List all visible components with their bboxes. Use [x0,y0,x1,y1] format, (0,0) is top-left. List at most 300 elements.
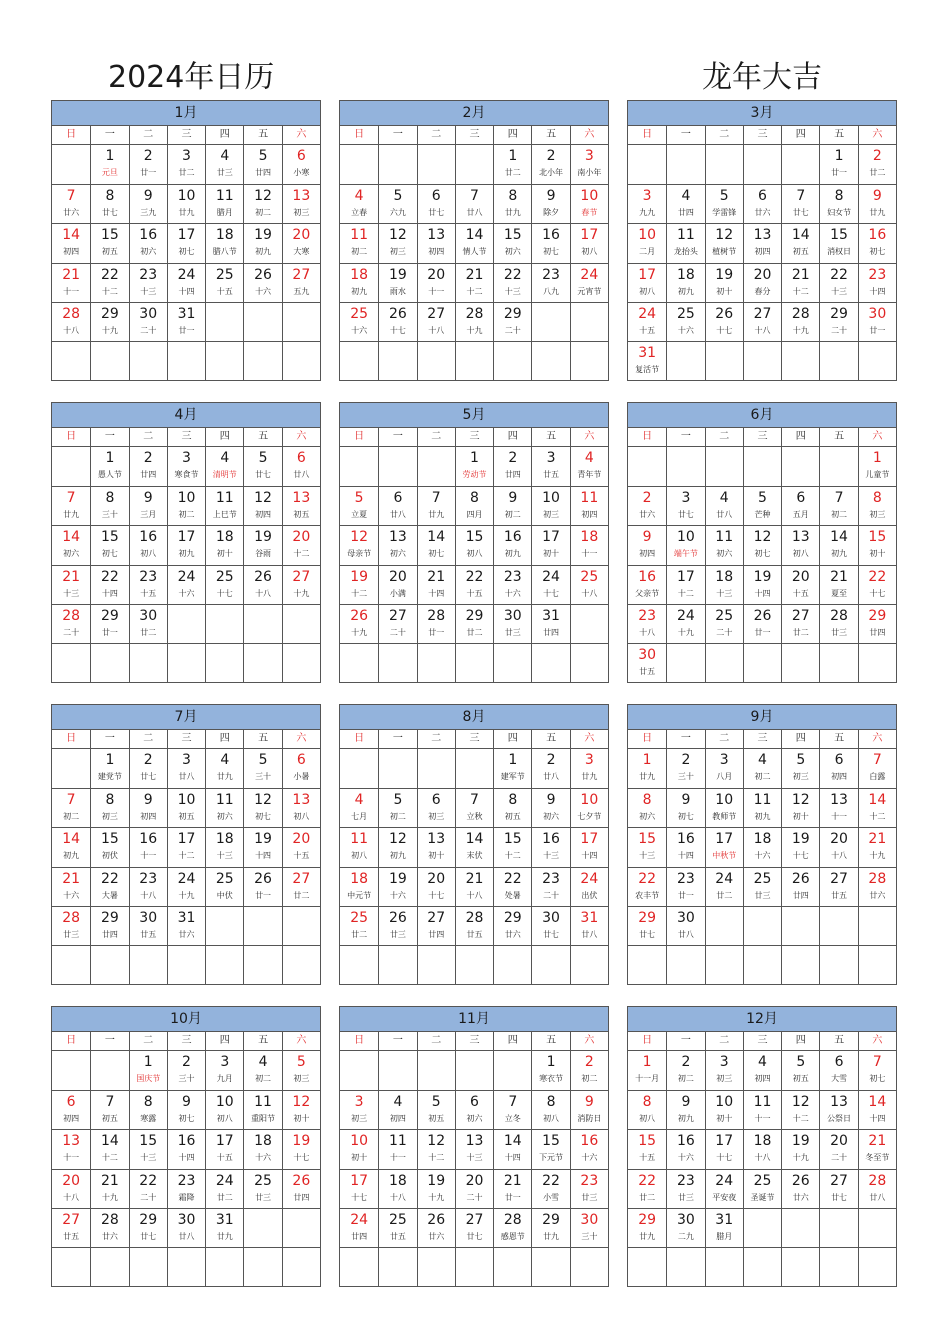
day-number: 2 [143,450,153,466]
day-number: 20 [465,1172,484,1189]
day-number: 24 [715,1172,734,1189]
day-number: 25 [753,870,772,887]
weekday-label: 六 [282,428,320,446]
lunar-label: 十六 [677,325,694,335]
lunar-label: 十三 [716,588,733,598]
weekday-label: 三 [743,428,781,446]
weekday-label: 二 [129,730,167,748]
weekday-label: 一 [666,1032,704,1050]
lunar-label: 三九 [140,208,157,218]
day-number: 11 [389,1133,407,1150]
day-number: 18 [389,1172,407,1189]
day-cell [455,906,493,945]
day-number: 1 [834,148,844,164]
day-number: 6 [758,188,767,205]
lunar-label: 初九 [677,1114,694,1124]
day-number: 20 [791,568,810,585]
lunar-label: 十四 [178,286,195,296]
day-cell [129,945,167,984]
day-cell [52,223,90,262]
lunar-label: 十八 [466,890,483,900]
day-cell [781,1169,819,1208]
month-4 [51,402,321,683]
month-11 [339,1006,609,1287]
day-number: 22 [868,568,887,585]
lunar-label: 廿七 [140,1231,157,1241]
day-cell [455,1247,493,1286]
weekday-label: 六 [858,730,896,748]
day-number: 11 [254,1094,272,1111]
day-cell [417,945,455,984]
weekday-label: 四 [493,730,531,748]
day-cell [493,827,531,866]
day-cell [628,565,666,604]
lunar-label: 十九 [869,851,886,861]
lunar-label: 廿三 [581,1192,598,1202]
day-cell [628,788,666,827]
lunar-label: 北小年 [539,168,564,177]
weekday-label: 二 [417,730,455,748]
day-number: 13 [830,1094,848,1111]
day-cell [52,302,90,341]
day-number: 29 [101,909,119,926]
day-cell [129,906,167,945]
weekday-label: 一 [90,428,128,446]
weekday-label: 四 [781,126,819,144]
day-number: 26 [292,1172,311,1189]
day-cell [781,643,819,682]
lunar-label: 腊月 [216,208,233,218]
day-number: 7 [470,188,479,205]
day-cell [570,1208,608,1247]
day-cell [455,145,493,184]
weekday-label: 一 [90,730,128,748]
day-cell [90,184,128,223]
day-cell [781,525,819,564]
day-number: 14 [503,1133,522,1150]
weekday-label: 六 [282,126,320,144]
day-cell [282,1247,320,1286]
lunar-label: 初二 [754,772,771,781]
day-cell [90,1247,128,1286]
day-cell [493,565,531,604]
day-number: 7 [796,188,806,205]
day-cell [167,223,205,262]
lunar-label: 廿八 [389,510,406,520]
weekday-label: 四 [781,730,819,748]
day-cell [819,1208,857,1247]
day-cell [628,1051,666,1090]
day-number: 2 [681,1054,691,1070]
day-grid [52,447,320,682]
day-cell [743,1208,781,1247]
lunar-label: 建党节 [97,772,122,781]
lunar-label: 廿三 [389,929,406,939]
day-cell [417,643,455,682]
lunar-label: 十四 [754,588,771,598]
day-cell [417,867,455,906]
day-cell [455,867,493,906]
day-cell [205,486,243,525]
day-cell [129,1051,167,1090]
day-cell [282,1051,320,1090]
day-number: 1 [105,148,115,164]
day-cell [666,223,704,262]
day-number: 14 [791,227,810,244]
lunar-label: 五月 [792,510,809,520]
day-cell [282,184,320,223]
day-cell [243,1208,281,1247]
day-number: 30 [677,909,695,926]
weekday-label: 五 [243,126,281,144]
day-number: 18 [753,1133,772,1150]
weekday-label: 三 [743,126,781,144]
day-cell [570,184,608,223]
day-cell [493,341,531,380]
day-number: 29 [101,607,119,624]
lunar-label: 初六 [543,812,560,822]
lunar-label: 廿六 [754,208,771,218]
day-cell [705,749,743,788]
day-number: 20 [427,870,446,887]
lunar-label: 十一 [63,286,80,296]
day-number: 9 [546,188,556,205]
weekday-label: 三 [743,1032,781,1050]
day-cell [378,643,416,682]
lunar-label: 六九 [389,208,406,218]
day-cell [531,447,569,486]
day-number: 15 [101,831,119,848]
day-number: 12 [254,490,272,507]
day-cell [570,565,608,604]
day-cell [705,525,743,564]
weekday-label: 三 [167,730,205,748]
day-cell [531,525,569,564]
day-cell [493,749,531,788]
lunar-label: 十二 [351,588,368,598]
day-cell [167,525,205,564]
lunar-label: 廿三 [255,1192,272,1202]
day-number: 22 [101,568,119,585]
lunar-label: 十一 [63,1153,80,1163]
day-cell [705,145,743,184]
weekday-label: 二 [705,126,743,144]
day-number: 26 [254,266,272,283]
day-cell [205,1090,243,1129]
day-number: 14 [62,831,81,848]
day-cell [628,1247,666,1286]
day-number: 28 [791,305,810,322]
day-cell [243,906,281,945]
day-number: 10 [638,227,657,244]
lunar-label: 十二 [792,286,809,296]
day-cell [628,145,666,184]
lunar-label: 十六 [581,1153,598,1163]
month-header: 11月 [340,1007,608,1032]
day-cell [628,827,666,866]
day-cell [819,223,857,262]
day-number: 14 [465,227,484,244]
day-cell [129,525,167,564]
lunar-label: 二十 [543,890,560,900]
lunar-label: 十九 [792,1153,809,1163]
lunar-label: 初六 [639,812,656,822]
month-header: 1月 [52,101,320,126]
day-cell [781,565,819,604]
lunar-label: 十二 [504,851,521,861]
lunar-label: 二月 [639,247,656,257]
lunar-label: 十七 [543,588,560,598]
day-number: 7 [431,490,441,507]
month-header: 2月 [340,101,608,126]
lunar-label: 初十 [869,549,886,559]
day-cell [781,867,819,906]
day-grid [340,447,608,682]
lunar-label: 学雷锋 [712,208,737,218]
lunar-label: 十三 [140,1153,157,1163]
month-10 [51,1006,321,1287]
day-cell [858,906,896,945]
weekday-label: 三 [455,730,493,748]
day-cell [819,788,857,827]
lunar-label: 廿九 [504,208,521,218]
day-number: 3 [719,1054,729,1070]
day-number: 21 [791,266,810,283]
lunar-label: 初二 [831,510,848,520]
day-number: 24 [580,870,599,887]
day-cell [167,1090,205,1129]
day-cell [52,565,90,604]
day-cell [378,827,416,866]
day-cell [243,486,281,525]
day-cell [531,749,569,788]
lunar-label: 廿二 [716,890,733,900]
lunar-label: 廿六 [792,1192,809,1202]
lunar-label: 初七 [677,812,694,822]
day-cell [570,749,608,788]
day-cell [340,1169,378,1208]
lunar-label: 初二 [581,1074,598,1083]
day-cell [52,184,90,223]
day-cell [90,565,128,604]
lunar-label: 廿二 [504,168,521,177]
day-cell [455,1090,493,1129]
day-cell [129,145,167,184]
day-cell [417,223,455,262]
lunar-label: 七月 [351,812,368,822]
day-cell [781,1129,819,1168]
day-cell [167,827,205,866]
lunar-label: 初十 [293,1114,310,1124]
lunar-label: 春节 [581,208,598,218]
lunar-label: 寒食节 [174,470,199,479]
day-number: 15 [542,1133,560,1150]
lunar-label: 十六 [63,890,80,900]
lunar-label: 廿三 [504,627,521,637]
day-cell [666,525,704,564]
day-number: 16 [139,831,158,848]
month-header: 6月 [628,403,896,428]
lunar-label: 初二 [389,812,406,822]
day-number: 7 [872,1054,882,1070]
day-number: 22 [465,568,484,585]
day-number: 14 [868,792,887,809]
day-cell [417,1051,455,1090]
weekday-row [628,1032,896,1051]
day-cell [705,223,743,262]
day-cell [531,906,569,945]
lunar-label: 十七 [351,1192,368,1202]
lunar-label: 十四 [677,851,694,861]
day-number: 19 [350,568,369,585]
weekday-row [52,730,320,749]
lunar-label: 廿九 [216,1231,233,1241]
day-cell [243,1247,281,1286]
day-number: 4 [220,450,230,466]
lunar-label: 三十 [101,510,118,520]
day-cell [858,788,896,827]
day-number: 12 [389,831,407,848]
lunar-label: 廿七 [101,208,118,218]
lunar-label: 二十 [140,1192,157,1202]
day-cell [129,1169,167,1208]
day-cell [417,263,455,302]
weekday-label: 四 [493,428,531,446]
day-cell [455,749,493,788]
lunar-label: 廿二 [351,929,368,939]
day-number: 11 [350,831,369,848]
day-number: 22 [638,1172,657,1189]
day-cell [858,302,896,341]
day-cell [378,945,416,984]
day-number: 10 [177,188,196,205]
weekday-label: 六 [282,1032,320,1050]
day-number: 2 [143,752,153,768]
day-number: 27 [830,1172,848,1189]
day-number: 5 [758,490,767,507]
day-cell [781,1090,819,1129]
month-header: 7月 [52,705,320,730]
day-cell [743,525,781,564]
day-cell [781,604,819,643]
day-cell [417,788,455,827]
day-cell [705,263,743,302]
day-cell [282,827,320,866]
day-cell [570,906,608,945]
lunar-label: 初八 [792,549,809,559]
day-cell [205,565,243,604]
day-number: 28 [101,1211,119,1228]
day-cell [340,184,378,223]
lunar-label: 春分 [754,286,771,296]
day-cell [167,302,205,341]
day-cell [493,263,531,302]
day-cell [417,525,455,564]
lunar-label: 十二 [466,286,483,296]
day-number: 15 [503,831,522,848]
lunar-label: 十三 [466,1153,483,1163]
lunar-label: 农丰节 [635,890,660,900]
day-cell [205,447,243,486]
day-number: 18 [677,266,695,283]
lunar-label: 廿三 [754,890,771,900]
lunar-label: 初八 [639,1114,656,1124]
day-cell [531,486,569,525]
day-cell [493,145,531,184]
lunar-label: 夏至 [831,588,848,598]
day-number: 30 [177,1211,196,1228]
lunar-label: 十三 [831,286,848,296]
day-cell [743,749,781,788]
day-cell [531,184,569,223]
day-cell [628,341,666,380]
lunar-label: 二十 [63,627,80,637]
month-2 [339,100,609,381]
day-cell [858,1208,896,1247]
day-cell [455,263,493,302]
month-header: 10月 [52,1007,320,1032]
lunar-label: 廿六 [428,1231,445,1241]
lunar-label: 初五 [792,1074,809,1083]
day-cell [340,145,378,184]
lunar-label: 廿八 [543,772,560,781]
day-number: 23 [177,1172,196,1189]
day-cell [705,906,743,945]
weekday-label: 三 [455,1032,493,1050]
day-number: 17 [580,227,599,244]
day-number: 18 [350,266,369,283]
day-number: 20 [292,831,311,848]
day-cell [705,604,743,643]
day-cell [570,486,608,525]
day-number: 3 [584,148,594,164]
day-cell [243,945,281,984]
day-cell [858,1169,896,1208]
day-cell [90,643,128,682]
lunar-label: 十九 [351,627,368,637]
day-number: 22 [503,870,522,887]
weekday-label: 日 [642,431,653,442]
day-number: 11 [215,188,234,205]
day-cell [340,749,378,788]
lunar-label: 十八 [140,890,157,900]
day-number: 10 [177,792,196,809]
lunar-label: 十九 [101,325,118,335]
day-cell [90,223,128,262]
day-number: 30 [139,305,158,322]
day-number: 12 [427,1133,446,1150]
day-number: 11 [215,490,234,507]
lunar-label: 初二 [255,1074,272,1083]
day-cell [705,788,743,827]
day-cell [90,1129,128,1168]
day-number: 2 [681,752,691,768]
day-number: 14 [465,831,484,848]
lunar-label: 初三 [428,812,445,822]
day-cell [243,145,281,184]
day-cell [90,486,128,525]
lunar-label: 初二 [178,510,195,520]
day-number: 31 [715,1211,734,1228]
lunar-label: 小雪 [543,1192,560,1202]
day-cell [52,1208,90,1247]
lunar-label: 十三 [63,588,80,598]
weekday-label: 六 [570,1032,608,1050]
day-number: 8 [470,490,479,507]
page-slogan: 龙年大吉 [702,60,822,95]
day-number: 19 [791,831,810,848]
day-number: 23 [139,870,158,887]
